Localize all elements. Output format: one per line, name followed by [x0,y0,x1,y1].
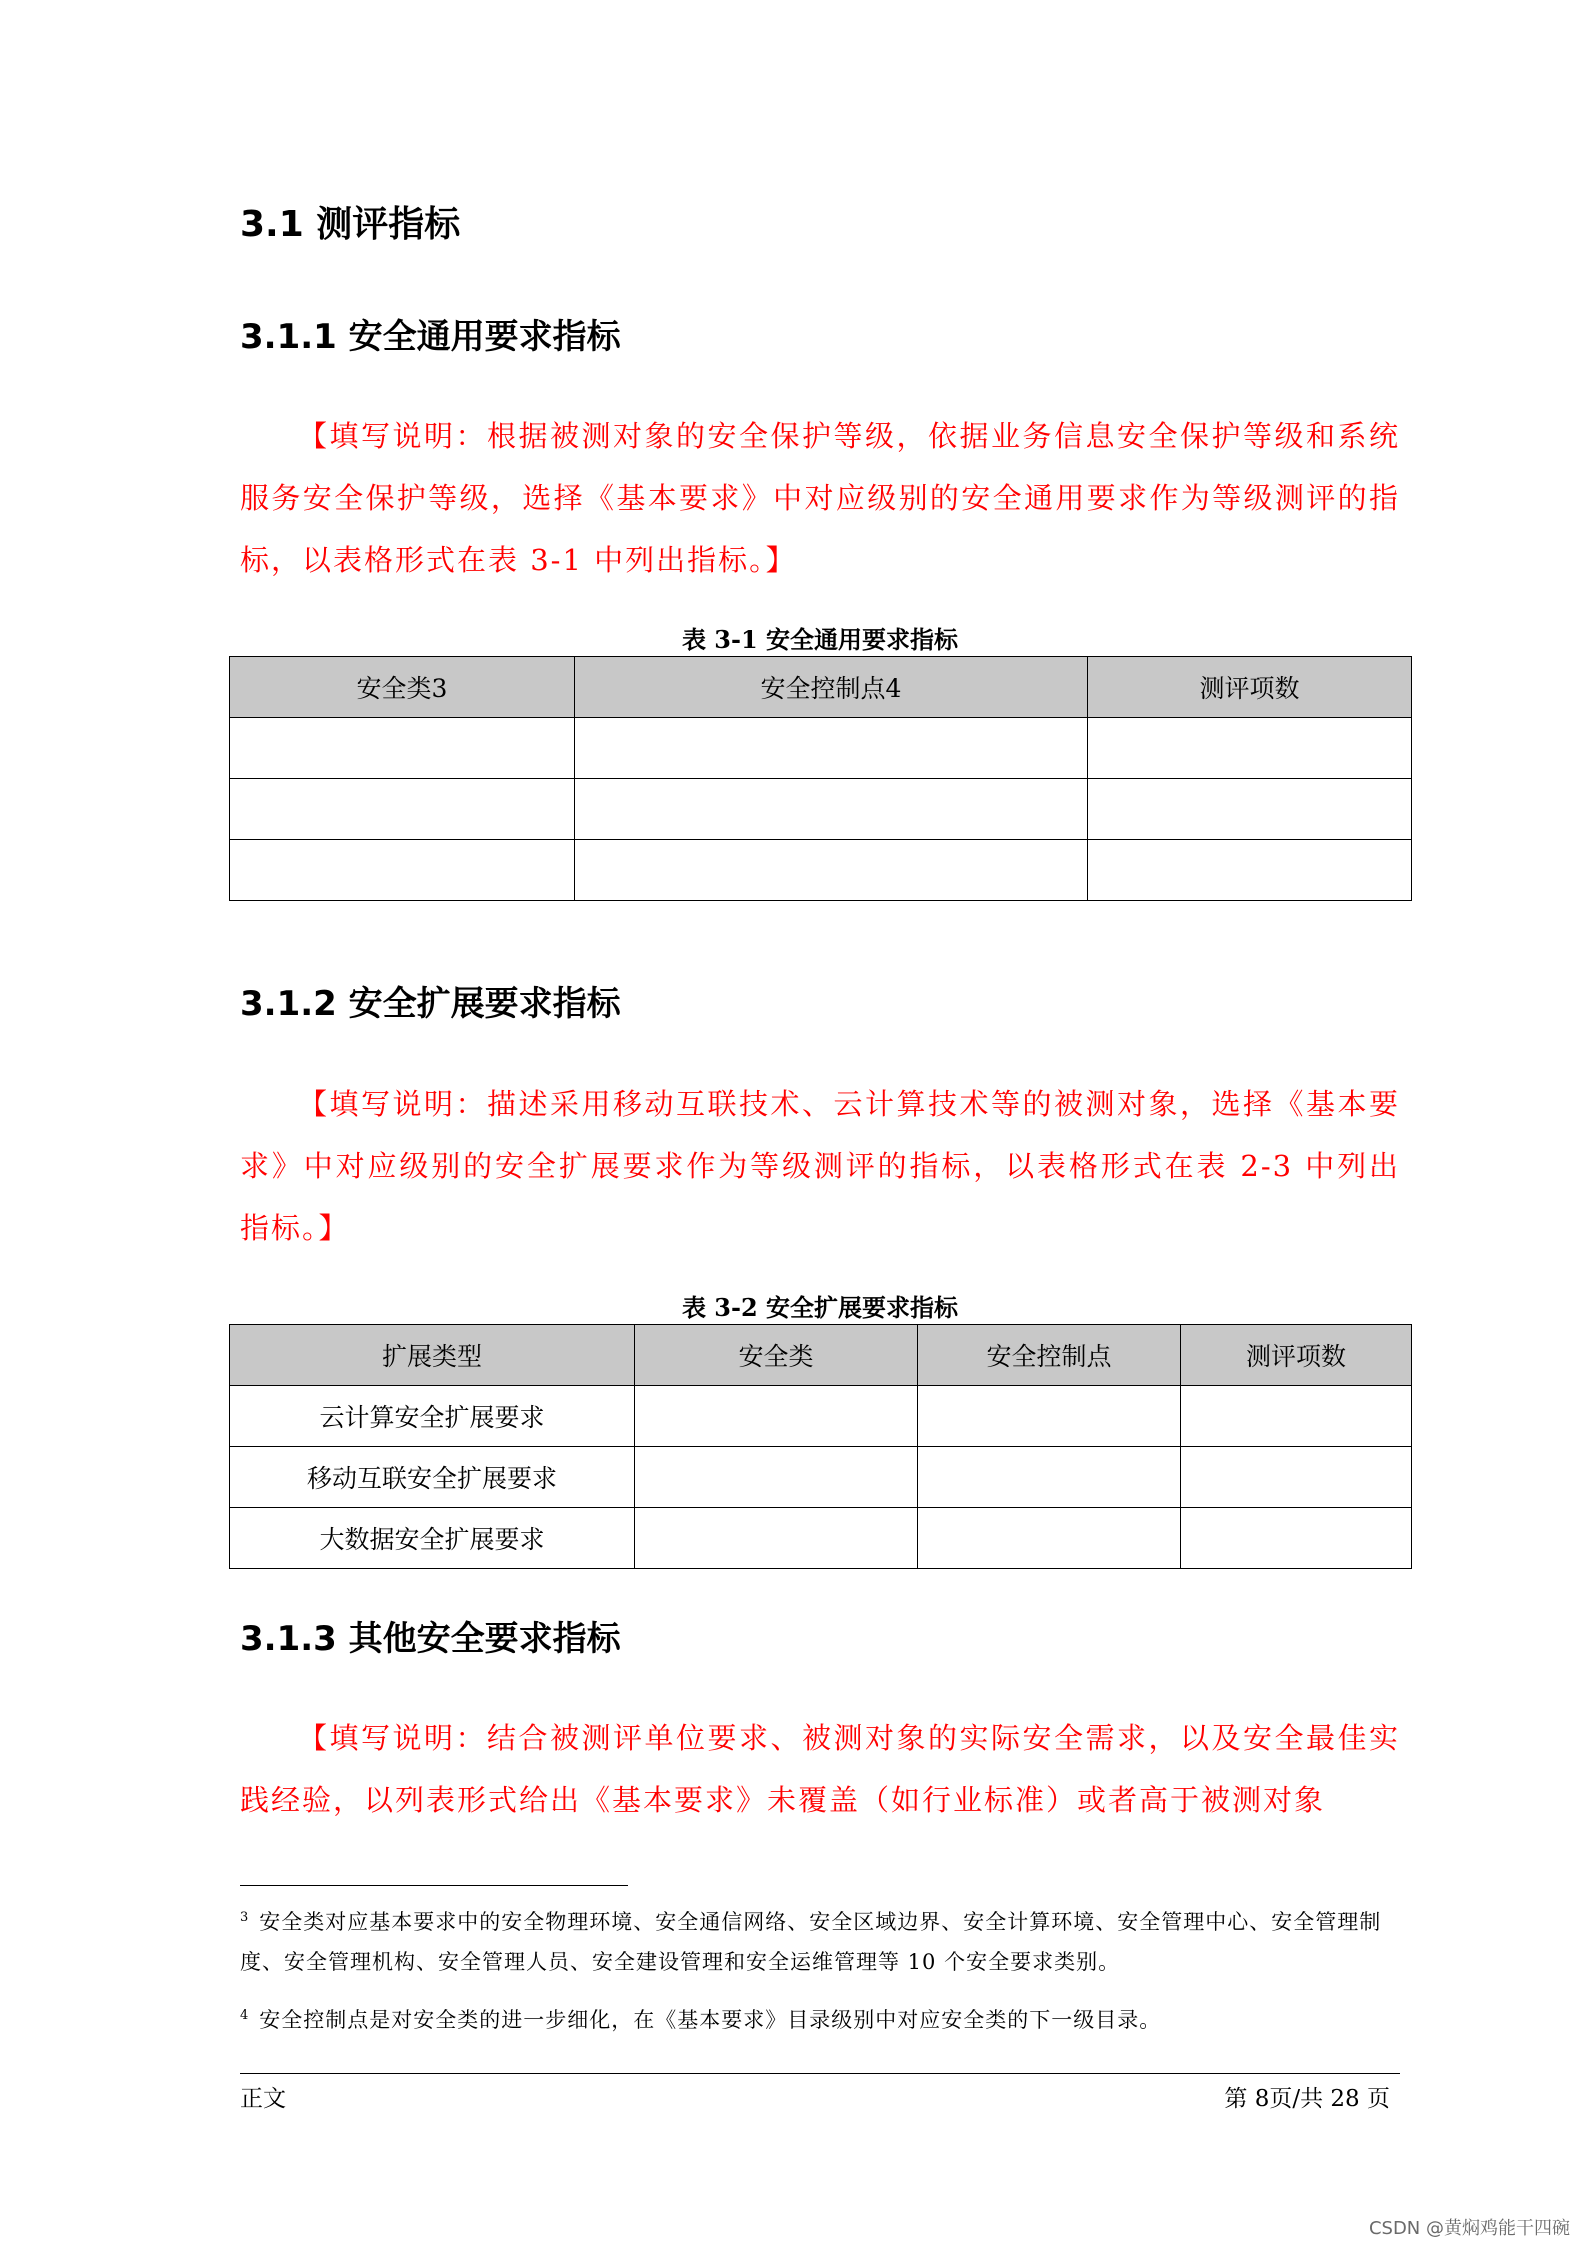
table-cell [230,779,575,840]
table-cell [918,1508,1181,1569]
table-cell [230,840,575,901]
header-cell: 测评项数 [1088,657,1412,718]
table-row [230,718,1412,779]
table-cell [1181,1447,1412,1508]
subsection-title-extension: 3.1.2 安全扩展要求指标 [240,984,621,1024]
fill-instruction-other: 【填写说明：结合被测评单位要求、被测对象的实际安全需求，以及安全最佳实践经验，以列表形式给出《基本要求》未覆盖（如行业标准）或者高于被测对象 [240,1721,1400,1817]
footnote-3 [240,1898,1400,1982]
table-cell [1088,718,1412,779]
fill-instruction-extension: 【填写说明：描述采用移动互联技术、云计算技术等的被测对象，选择《基本要求》中对应级别的安全扩展要求作为等级测评的指标，以表格形式在表 2-3 中列出指标。】 [240,1087,1400,1245]
table-row [230,1447,1412,1508]
table-cell [918,1386,1181,1447]
table-row [230,779,1412,840]
table-cell [635,1386,918,1447]
footnote-text: 安全控制点是对安全类的进一步细化，在《基本要求》目录级别中对应安全类的下一级目录。 [259,2008,1162,2032]
general-requirements-table [229,656,1412,901]
header-cell: 测评项数 [1181,1325,1412,1386]
table-cell [1181,1386,1412,1447]
table-cell [575,718,1088,779]
table-caption-extension: 表 3-2 安全扩展要求指标 [681,1293,959,1322]
table-row [230,1386,1412,1447]
table-header-row [230,657,1412,718]
table-cell [1181,1508,1412,1569]
table-cell [575,840,1088,901]
extension-requirements-table [229,1324,1412,1569]
table-row [230,1508,1412,1569]
table-cell: 云计算安全扩展要求 [230,1386,635,1447]
subsection-title-other: 3.1.3 其他安全要求指标 [240,1619,621,1659]
table-row [230,840,1412,901]
table-cell [575,779,1088,840]
table-header-row [230,1325,1412,1386]
header-cell: 安全控制点4 [575,657,1088,718]
header-cell: 安全类3 [230,657,575,718]
footnote-mark: 3 [240,1910,250,1925]
footnote-separator [240,1885,628,1886]
table-cell: 大数据安全扩展要求 [230,1508,635,1569]
table-cell [1088,840,1412,901]
watermark-text: CSDN @黄焖鸡能干四碗 [1368,2218,1570,2239]
header-cell: 安全控制点 [918,1325,1181,1386]
table-cell [1088,779,1412,840]
footnote-text: 安全类对应基本要求中的安全物理环境、安全通信网络、安全区域边界、安全计算环境、安全管理中心、安全管理制度、安全管理机构、安全管理人员、安全建设管理和安全运维管理等 10 个安全要求类别。 [240,1910,1382,1974]
header-cell: 安全类 [635,1325,918,1386]
fill-instruction-general: 【填写说明：根据被测对象的安全保护等级，依据业务信息安全保护等级和系统服务安全保护等级，选择《基本要求》中对应级别的安全通用要求作为等级测评的指标，以表格形式在表 3-1 中列出指标。】 [240,419,1400,577]
table-cell: 移动互联安全扩展要求 [230,1447,635,1508]
table-cell [635,1447,918,1508]
footnote-4 [240,1996,1400,2040]
table-caption-general: 表 3-1 安全通用要求指标 [681,625,959,654]
footer-rule [240,2073,1400,2074]
header-cell: 扩展类型 [230,1325,635,1386]
table-cell [635,1508,918,1569]
footer-section-label: 正文 [240,2086,286,2112]
subsection-title-general: 3.1.1 安全通用要求指标 [240,317,621,357]
table-cell [918,1447,1181,1508]
footer-page-number: 第 8页/共 28 页 [1224,2086,1390,2112]
table-cell [230,718,575,779]
footnote-mark: 4 [240,2008,250,2023]
section-title: 3.1 测评指标 [240,204,461,245]
